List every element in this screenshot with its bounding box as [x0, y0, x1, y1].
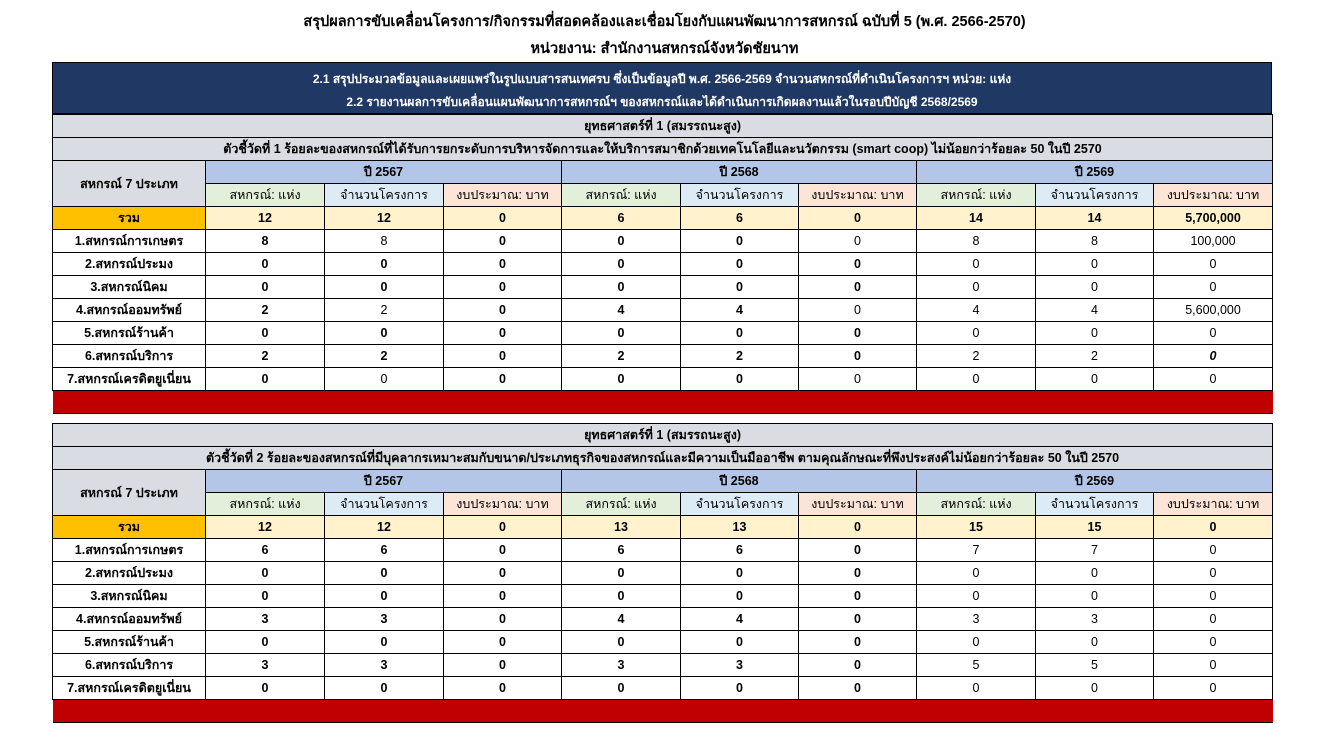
data-cell: 0: [444, 322, 562, 345]
data-cell: 0: [917, 276, 1036, 299]
data-cell: 0: [1036, 631, 1154, 654]
data-cell: 0: [444, 562, 562, 585]
data-cell: 100,000: [1154, 230, 1273, 253]
data-cell: 0: [444, 253, 562, 276]
data-cell: 0: [444, 585, 562, 608]
table-row: [53, 654, 1273, 677]
row-label: 2.สหกรณ์ประมง: [53, 253, 206, 276]
indicator-1-table: [52, 114, 1273, 414]
data-cell: 0: [325, 562, 444, 585]
year-header: ปี 2567: [206, 470, 562, 493]
data-cell: 0: [917, 631, 1036, 654]
total-cell: 15: [1036, 516, 1154, 539]
total-cell: 0: [444, 516, 562, 539]
col-header-projects: จำนวนโครงการ: [681, 493, 799, 516]
data-cell: 4: [681, 608, 799, 631]
col-header-coops: สหกรณ์: แห่ง: [562, 493, 681, 516]
total-label: รวม: [53, 207, 206, 230]
data-cell: 2: [325, 345, 444, 368]
data-cell: 0: [325, 322, 444, 345]
year-header: ปี 2568: [562, 470, 917, 493]
data-cell: 0: [444, 345, 562, 368]
data-cell: 0: [681, 631, 799, 654]
report-header-band: [52, 62, 1272, 114]
col-header-budget: งบประมาณ: บาท: [444, 493, 562, 516]
col-header-projects: จำนวนโครงการ: [325, 493, 444, 516]
table-row: [53, 562, 1273, 585]
col-header-coops: สหกรณ์: แห่ง: [206, 493, 325, 516]
data-cell: 3: [562, 654, 681, 677]
row-label: 4.สหกรณ์ออมทรัพย์: [53, 299, 206, 322]
data-cell: 0: [444, 539, 562, 562]
row-label: 7.สหกรณ์เครดิตยูเนี่ยน: [53, 677, 206, 700]
data-cell: 0: [444, 608, 562, 631]
types-header: สหกรณ์ 7 ประเภท: [53, 470, 206, 516]
total-cell: 0: [799, 516, 917, 539]
year-header: ปี 2567: [206, 161, 562, 184]
data-cell: 4: [1036, 299, 1154, 322]
agency-title: หน่วยงาน: สำนักงานสหกรณ์จังหวัดชัยนาท: [530, 41, 799, 57]
data-cell: 0: [1154, 562, 1273, 585]
col-header-budget: งบประมาณ: บาท: [799, 493, 917, 516]
data-cell: 0: [444, 631, 562, 654]
total-cell: 14: [917, 207, 1036, 230]
total-cell: 0: [799, 207, 917, 230]
total-cell: 12: [206, 516, 325, 539]
col-header-coops: สหกรณ์: แห่ง: [917, 493, 1036, 516]
data-cell: 0: [1036, 368, 1154, 391]
data-cell: 0: [206, 631, 325, 654]
year-header: ปี 2569: [917, 470, 1273, 493]
separator-bar-cell: [53, 391, 1273, 414]
data-cell: 0: [206, 322, 325, 345]
data-cell: 0: [444, 654, 562, 677]
data-cell: 0: [917, 368, 1036, 391]
total-row: [53, 516, 1273, 539]
data-cell: 0: [206, 276, 325, 299]
data-cell: 7: [1036, 539, 1154, 562]
indicator-2-table: [52, 423, 1273, 723]
col-header-budget: งบประมาณ: บาท: [1154, 184, 1273, 207]
data-cell: 2: [206, 345, 325, 368]
data-cell: 3: [325, 608, 444, 631]
data-cell: 0: [562, 585, 681, 608]
data-cell: 0: [799, 562, 917, 585]
table-row: [53, 608, 1273, 631]
total-cell: 6: [562, 207, 681, 230]
data-cell: 8: [325, 230, 444, 253]
band-line-2: 2.2 รายงานผลการขับเคลื่อนแผนพัฒนาการสหกรณ์ฯ ของสหกรณ์และได้ดำเนินการเกิดผลงานแล้วในรอบปีบัญชี 2568/2569: [346, 95, 978, 109]
data-cell: 0: [325, 276, 444, 299]
data-cell: 0: [799, 322, 917, 345]
data-cell: 0: [206, 253, 325, 276]
table-row: [53, 276, 1273, 299]
data-cell: 0: [681, 368, 799, 391]
data-cell: 5: [917, 654, 1036, 677]
data-cell: 0: [799, 539, 917, 562]
data-cell: 0: [562, 562, 681, 585]
data-cell: 0: [1036, 253, 1154, 276]
data-cell: 0: [444, 677, 562, 700]
data-cell: 0: [799, 345, 917, 368]
data-cell: 0: [799, 253, 917, 276]
total-cell: 6: [681, 207, 799, 230]
data-cell: 3: [681, 654, 799, 677]
data-cell: 0: [681, 230, 799, 253]
data-cell: 0: [562, 230, 681, 253]
table-row: [53, 253, 1273, 276]
row-label: 3.สหกรณ์นิคม: [53, 276, 206, 299]
table-row: [53, 322, 1273, 345]
data-cell: 8: [917, 230, 1036, 253]
data-cell: 0: [206, 368, 325, 391]
total-cell: 12: [325, 207, 444, 230]
data-cell: 0: [562, 322, 681, 345]
data-cell: 0: [562, 677, 681, 700]
row-label: 5.สหกรณ์ร้านค้า: [53, 322, 206, 345]
data-cell: 0: [1154, 539, 1273, 562]
data-cell: 2: [681, 345, 799, 368]
row-label: 6.สหกรณ์บริการ: [53, 345, 206, 368]
data-cell: 0: [444, 299, 562, 322]
data-cell: 0: [1154, 677, 1273, 700]
data-cell: 0: [799, 276, 917, 299]
data-cell: 8: [206, 230, 325, 253]
data-cell: 0: [325, 677, 444, 700]
types-header: สหกรณ์ 7 ประเภท: [53, 161, 206, 207]
data-cell: 0: [681, 562, 799, 585]
col-header-budget: งบประมาณ: บาท: [799, 184, 917, 207]
total-cell: 15: [917, 516, 1036, 539]
data-cell: 0: [444, 230, 562, 253]
data-cell: 0: [1154, 253, 1273, 276]
data-cell: 0: [1154, 585, 1273, 608]
data-cell: 0: [799, 230, 917, 253]
data-cell: 0: [799, 299, 917, 322]
table-row: [53, 345, 1273, 368]
data-cell: 0: [681, 276, 799, 299]
data-cell: 0: [206, 562, 325, 585]
data-cell: 2: [1036, 345, 1154, 368]
data-cell: 0: [444, 276, 562, 299]
separator-bar: [53, 391, 1273, 414]
total-cell: 14: [1036, 207, 1154, 230]
strategy-label: ยุทธศาสตร์ที่ 1 (สมรรถนะสูง): [53, 424, 1273, 447]
data-cell: 3: [917, 608, 1036, 631]
data-cell: 4: [917, 299, 1036, 322]
report-title: สรุปผลการขับเคลื่อนโครงการ/กิจกรรมที่สอดคล้องและเชื่อมโยงกับแผนพัฒนาการสหกรณ์ ฉบับที่ 5 (พ.ศ. 2566-2570): [303, 14, 1026, 30]
data-cell: 6: [206, 539, 325, 562]
data-cell: 0: [562, 631, 681, 654]
data-cell: 0: [1154, 276, 1273, 299]
data-cell: 0: [325, 631, 444, 654]
data-cell: 0: [917, 322, 1036, 345]
total-cell: 13: [562, 516, 681, 539]
total-label: รวม: [53, 516, 206, 539]
table-row: [53, 677, 1273, 700]
data-cell: 0: [1154, 608, 1273, 631]
data-cell: 4: [562, 299, 681, 322]
data-cell: 0: [799, 631, 917, 654]
data-cell: 0: [799, 585, 917, 608]
data-cell: 0: [917, 562, 1036, 585]
row-label: 1.สหกรณ์การเกษตร: [53, 539, 206, 562]
data-cell: 0: [562, 276, 681, 299]
data-cell: 0: [206, 677, 325, 700]
data-cell: 0: [562, 253, 681, 276]
data-cell: 0: [799, 677, 917, 700]
data-cell: 0: [681, 677, 799, 700]
data-cell: 6: [562, 539, 681, 562]
col-header-projects: จำนวนโครงการ: [1036, 493, 1154, 516]
table-row: [53, 631, 1273, 654]
data-cell: 0: [917, 585, 1036, 608]
table-row: [53, 539, 1273, 562]
total-cell: 0: [444, 207, 562, 230]
data-cell: 3: [206, 654, 325, 677]
data-cell: 2: [562, 345, 681, 368]
table-row: [53, 299, 1273, 322]
total-cell: 12: [325, 516, 444, 539]
data-cell: 2: [206, 299, 325, 322]
row-label: 1.สหกรณ์การเกษตร: [53, 230, 206, 253]
col-header-coops: สหกรณ์: แห่ง: [562, 184, 681, 207]
data-cell: 0: [799, 368, 917, 391]
data-cell: 8: [1036, 230, 1154, 253]
table-row: [53, 230, 1273, 253]
separator-bar: [53, 700, 1273, 723]
year-header: ปี 2568: [562, 161, 917, 184]
data-cell: 6: [681, 539, 799, 562]
data-cell: 0: [1036, 562, 1154, 585]
data-cell: 0: [1154, 345, 1273, 368]
table-row: [53, 368, 1273, 391]
data-cell: 0: [1036, 677, 1154, 700]
data-cell: 0: [206, 585, 325, 608]
col-header-projects: จำนวนโครงการ: [1036, 184, 1154, 207]
data-cell: 7: [917, 539, 1036, 562]
data-cell: 5,600,000: [1154, 299, 1273, 322]
col-header-budget: งบประมาณ: บาท: [444, 184, 562, 207]
data-cell: 4: [562, 608, 681, 631]
total-row: [53, 207, 1273, 230]
data-cell: 0: [681, 322, 799, 345]
band-line-1: 2.1 สรุปประมวลข้อมูลและเผยแพร่ในรูปแบบสารสนเทศรบ ซึ่งเป็นข้อมูลปี พ.ศ. 2566-2569 จำนวนสหกรณ์ที่ดำเนินโครงการฯ หน่วย: แห่ง: [312, 72, 1012, 86]
total-cell: 0: [1154, 516, 1273, 539]
data-cell: 0: [799, 654, 917, 677]
data-cell: 0: [917, 677, 1036, 700]
data-cell: 0: [1154, 654, 1273, 677]
data-cell: 5: [1036, 654, 1154, 677]
data-cell: 0: [1154, 631, 1273, 654]
indicator-label: ตัวชี้วัดที่ 2 ร้อยละของสหกรณ์ที่มีบุคลากรเหมาะสมกับขนาด/ประเภทธุรกิจของสหกรณ์และมีความเป็นมืออาชีพ ตามคุณลักษณะที่พึงประสงค์ไม่น้อยกว่าร้อยละ 50 ในปี 2570: [53, 447, 1273, 470]
row-label: 7.สหกรณ์เครดิตยูเนี่ยน: [53, 368, 206, 391]
data-cell: 0: [917, 253, 1036, 276]
data-cell: 6: [325, 539, 444, 562]
total-cell: 12: [206, 207, 325, 230]
table-row: [53, 585, 1273, 608]
data-cell: 3: [325, 654, 444, 677]
strategy-label: ยุทธศาสตร์ที่ 1 (สมรรถนะสูง): [53, 115, 1273, 138]
col-header-budget: งบประมาณ: บาท: [1154, 493, 1273, 516]
col-header-projects: จำนวนโครงการ: [325, 184, 444, 207]
total-cell: 13: [681, 516, 799, 539]
row-label: 4.สหกรณ์ออมทรัพย์: [53, 608, 206, 631]
separator-bar-cell: [53, 700, 1273, 723]
year-header: ปี 2569: [917, 161, 1273, 184]
col-header-coops: สหกรณ์: แห่ง: [917, 184, 1036, 207]
data-cell: 2: [917, 345, 1036, 368]
data-cell: 0: [444, 368, 562, 391]
data-cell: 3: [206, 608, 325, 631]
data-cell: 0: [1036, 276, 1154, 299]
col-header-coops: สหกรณ์: แห่ง: [206, 184, 325, 207]
data-cell: 0: [325, 585, 444, 608]
data-cell: 0: [562, 368, 681, 391]
row-label: 6.สหกรณ์บริการ: [53, 654, 206, 677]
row-label: 2.สหกรณ์ประมง: [53, 562, 206, 585]
data-cell: 0: [325, 253, 444, 276]
data-cell: 3: [1036, 608, 1154, 631]
col-header-projects: จำนวนโครงการ: [681, 184, 799, 207]
total-cell: 5,700,000: [1154, 207, 1273, 230]
row-label: 3.สหกรณ์นิคม: [53, 585, 206, 608]
data-cell: 0: [1036, 585, 1154, 608]
data-cell: 4: [681, 299, 799, 322]
data-cell: 0: [325, 368, 444, 391]
indicator-label: ตัวชี้วัดที่ 1 ร้อยละของสหกรณ์ที่ได้รับการยกระดับการบริหารจัดการและให้บริการสมาชิกด้วยเทคโนโลยีและนวัตกรรม (smart coop) ไม่น้อยกว่าร้อยละ 50 ในปี 2570: [53, 138, 1273, 161]
row-label: 5.สหกรณ์ร้านค้า: [53, 631, 206, 654]
data-cell: 0: [681, 585, 799, 608]
data-cell: 0: [1036, 322, 1154, 345]
data-cell: 0: [1154, 368, 1273, 391]
data-cell: 2: [325, 299, 444, 322]
data-cell: 0: [681, 253, 799, 276]
data-cell: 0: [799, 608, 917, 631]
data-cell: 0: [1154, 322, 1273, 345]
